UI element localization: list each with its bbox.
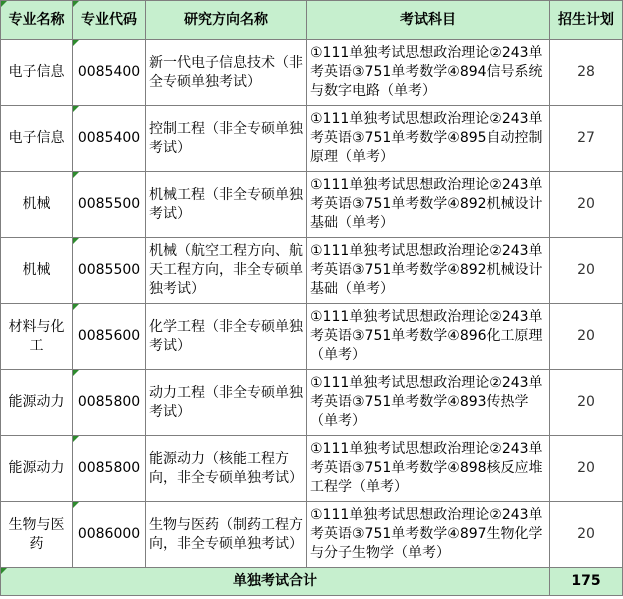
cell-code: 0085500	[73, 238, 146, 304]
cell-exam: ①111单独考试思想政治理论②243单考英语③751单考数学④896化工原理（单考）	[307, 304, 550, 370]
cell-exam: ①111单独考试思想政治理论②243单考英语③751单考数学④897生物化学与分子生物学（单考）	[307, 502, 550, 568]
cell-exam: ①111单独考试思想政治理论②243单考英语③751单考数学④895自动控制原理（单考）	[307, 106, 550, 172]
table-row	[1, 238, 623, 304]
cell-exam: ①111单独考试思想政治理论②243单考英语③751单考数学④892机械设计基础（单考）	[307, 238, 550, 304]
cell-code: 0085800	[73, 436, 146, 502]
table-row	[1, 370, 623, 436]
cell-direction: 新一代电子信息技术（非全专硕单独考试）	[146, 40, 307, 106]
cell-direction: 机械工程（非全专硕单独考试）	[146, 172, 307, 238]
cell-direction: 化学工程（非全专硕单独考试）	[146, 304, 307, 370]
table-row	[1, 304, 623, 370]
total-row	[1, 568, 623, 596]
cell-major: 电子信息	[1, 40, 73, 106]
cell-plan: 20	[550, 238, 623, 304]
cell-direction: 动力工程（非全专硕单独考试）	[146, 370, 307, 436]
cell-code: 0085500	[73, 172, 146, 238]
table-row	[1, 502, 623, 568]
header-direction: 研究方向名称	[146, 1, 307, 40]
header-plan: 招生计划	[550, 1, 623, 40]
cell-code: 0085400	[73, 40, 146, 106]
cell-code: 0085600	[73, 304, 146, 370]
cell-major: 机械	[1, 172, 73, 238]
cell-exam: ①111单独考试思想政治理论②243单考英语③751单考数学④892机械设计基础（单考）	[307, 172, 550, 238]
cell-plan: 20	[550, 172, 623, 238]
table-row	[1, 106, 623, 172]
cell-code: 0086000	[73, 502, 146, 568]
cell-plan: 20	[550, 370, 623, 436]
cell-plan: 20	[550, 304, 623, 370]
cell-plan: 20	[550, 436, 623, 502]
table-row	[1, 172, 623, 238]
total-label: 单独考试合计	[1, 568, 550, 596]
cell-exam: ①111单独考试思想政治理论②243单考英语③751单考数学④898核反应堆工程学（单考）	[307, 436, 550, 502]
header-major: 专业名称	[1, 1, 73, 40]
cell-major: 能源动力	[1, 370, 73, 436]
cell-plan: 28	[550, 40, 623, 106]
cell-exam: ①111单独考试思想政治理论②243单考英语③751单考数学④893传热学（单考）	[307, 370, 550, 436]
cell-major: 机械	[1, 238, 73, 304]
cell-major: 生物与医药	[1, 502, 73, 568]
header-row	[1, 1, 623, 40]
header-code: 专业代码	[73, 1, 146, 40]
cell-code: 0085800	[73, 370, 146, 436]
cell-major: 材料与化工	[1, 304, 73, 370]
cell-direction: 生物与医药（制药工程方向，非全专硕单独考试）	[146, 502, 307, 568]
cell-direction: 能源动力（核能工程方向，非全专硕单独考试）	[146, 436, 307, 502]
cell-direction: 机械（航空工程方向、航天工程方向，非全专硕单独考试）	[146, 238, 307, 304]
table-row	[1, 40, 623, 106]
cell-major: 能源动力	[1, 436, 73, 502]
total-value: 175	[550, 568, 623, 596]
cell-code: 0085400	[73, 106, 146, 172]
cell-direction: 控制工程（非全专硕单独考试）	[146, 106, 307, 172]
header-exam: 考试科目	[307, 1, 550, 40]
cell-plan: 20	[550, 502, 623, 568]
table-row	[1, 436, 623, 502]
cell-plan: 27	[550, 106, 623, 172]
cell-exam: ①111单独考试思想政治理论②243单考英语③751单考数学④894信号系统与数字电路（单考）	[307, 40, 550, 106]
cell-major: 电子信息	[1, 106, 73, 172]
